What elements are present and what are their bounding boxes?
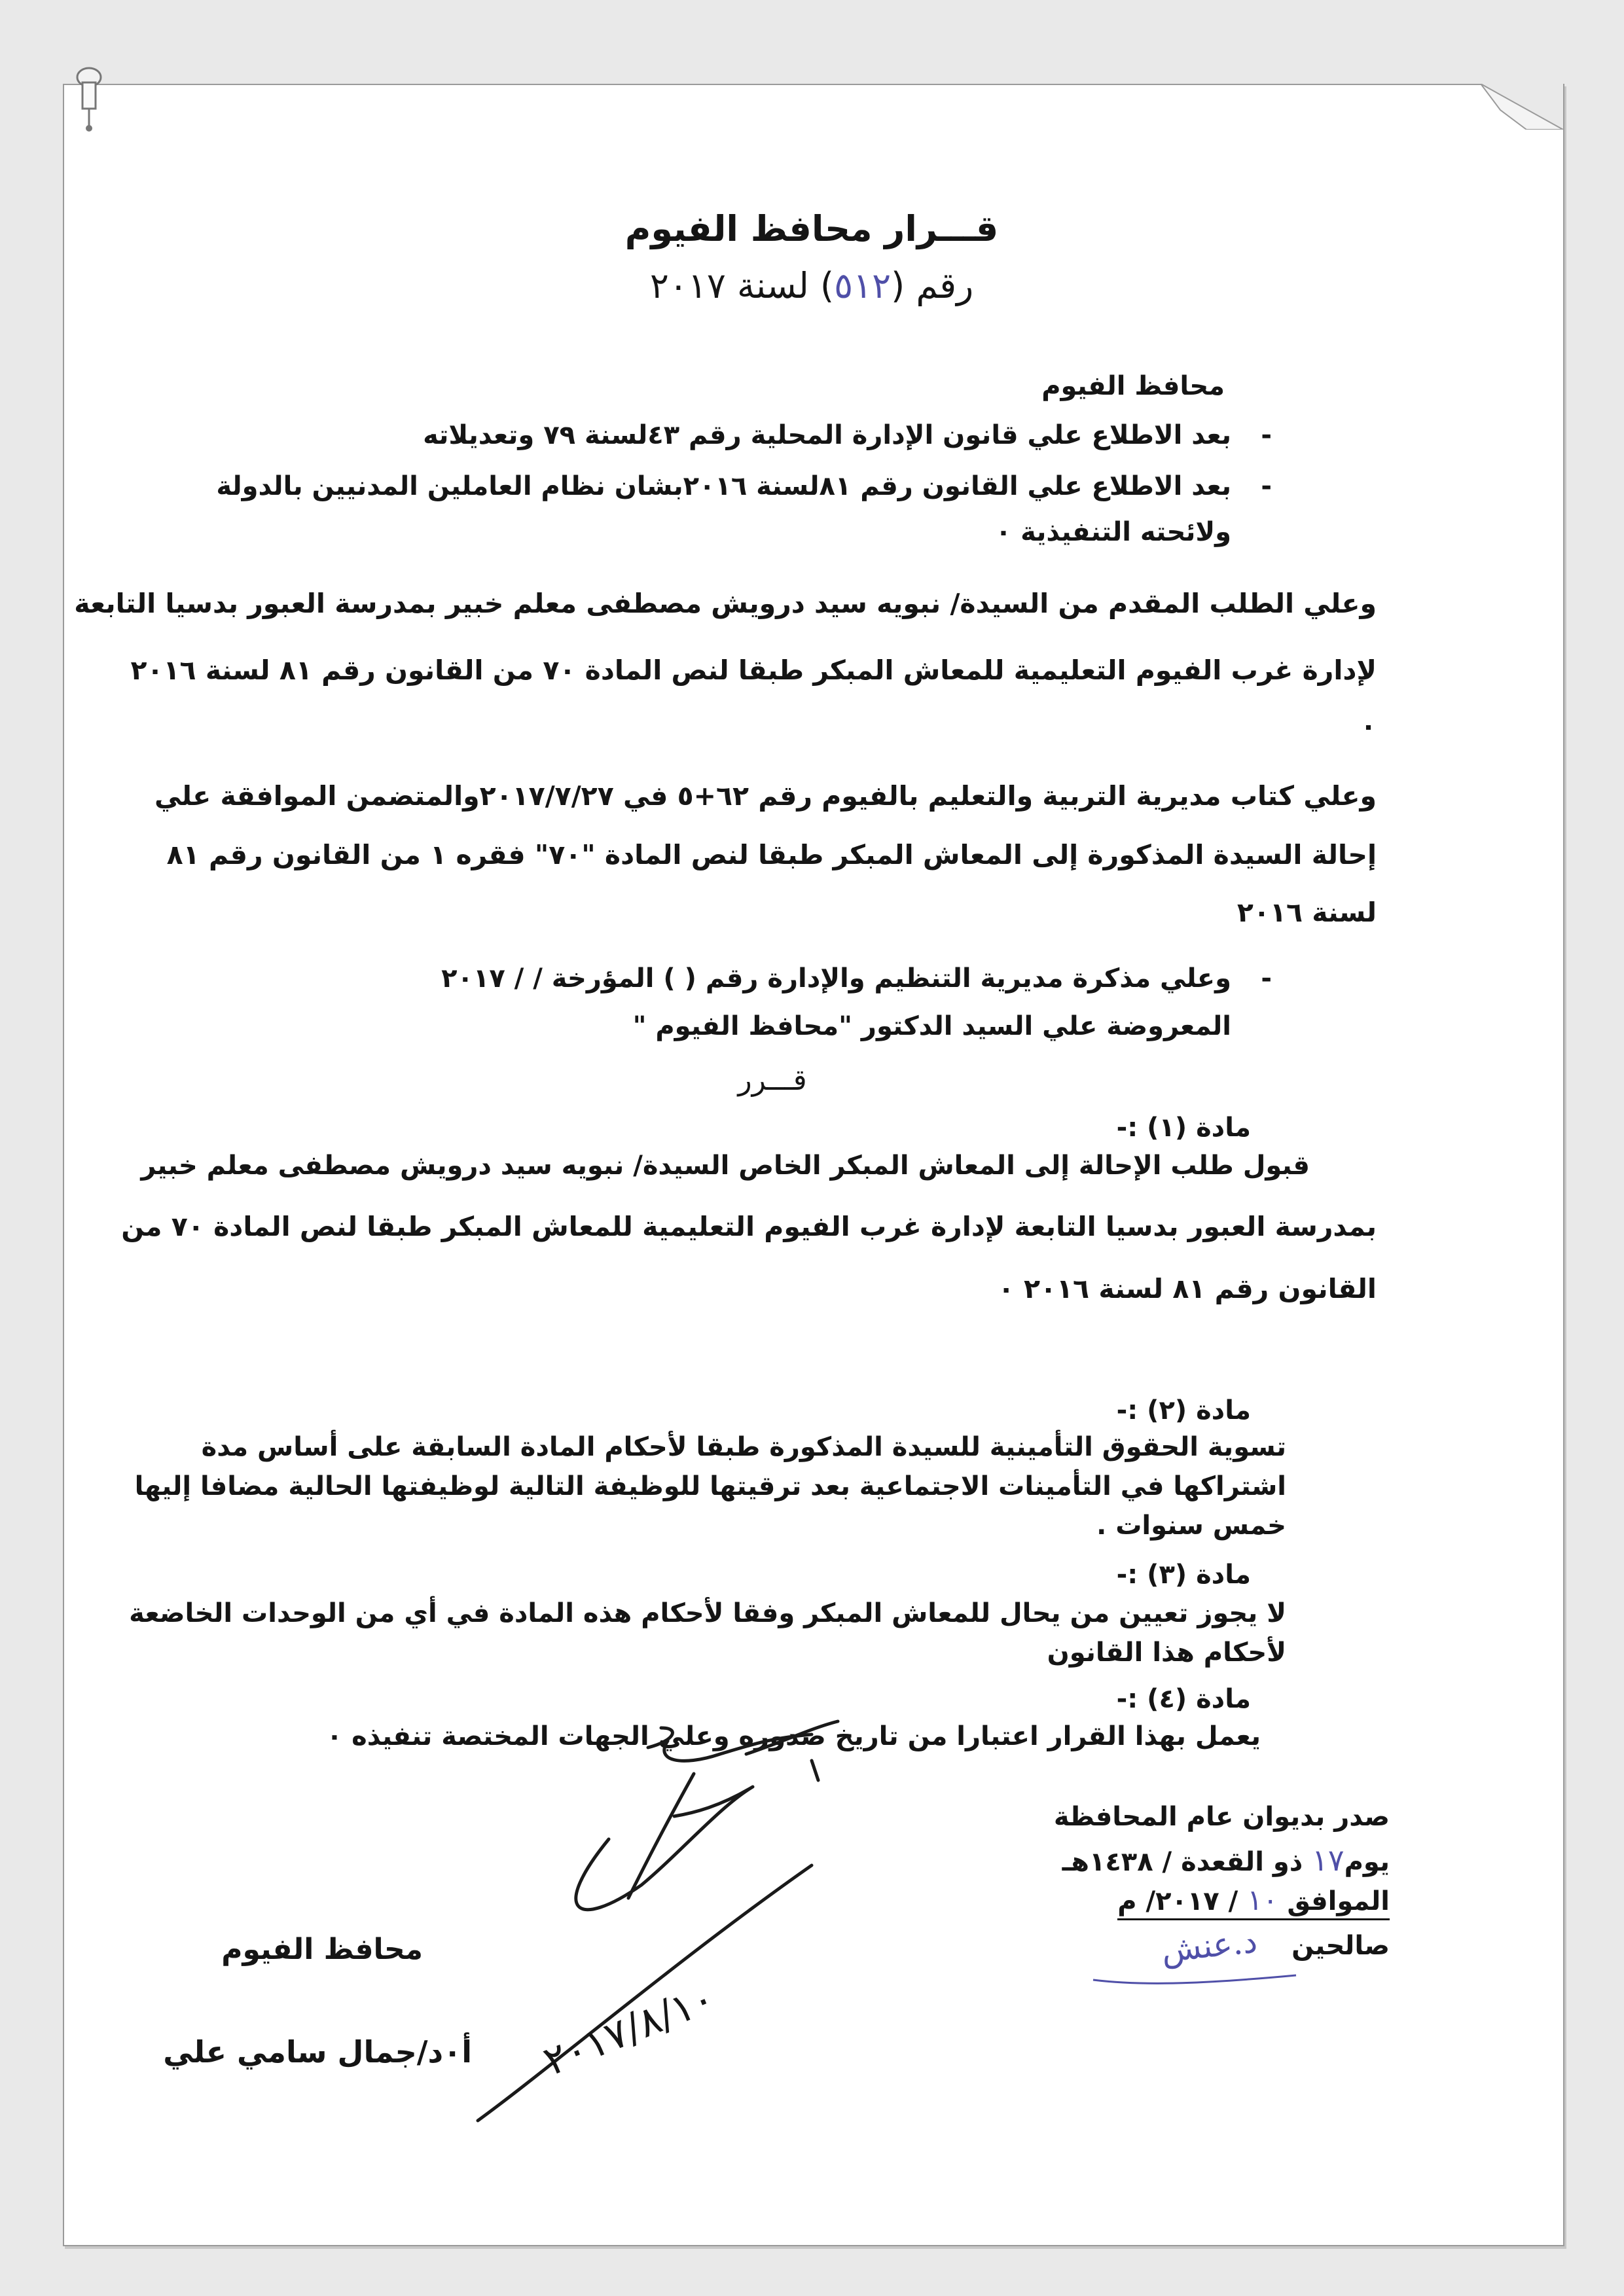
article-2-line-1: تسوية الحقوق التأمينية للسيدة المذكورة طبقا لأحكام المادة السابقة على أساس مدة (201, 1432, 1286, 1462)
letter-line-2: إحالة السيدة المذكورة إلى المعاش المبكر طبقا لنص المادة "٧٠" فقره ١ من القانون رقم ٨١ (166, 839, 1377, 870)
signatory-name: أ٠د/جمال سامي علي (163, 2034, 472, 2070)
article-1-label: مادة (١) :- (1116, 1113, 1251, 1143)
preamble-bullet-1: - بعد الاطلاع علي قانون الإدارة المحلية رقم ٤٣لسنة ٧٩ وتعديلاته (423, 420, 1231, 450)
issuance-handwritten-note: د.عنش (1159, 1922, 1259, 1970)
folded-corner (1481, 84, 1563, 130)
article-3-line-1: لا يجوز تعيين من يحال للمعاش المبكر وفقا لأحكام هذه المادة في أي من الوحدات الخاضعة (129, 1598, 1286, 1628)
preamble-heading: محافظ الفيوم (1041, 371, 1225, 401)
article-2-line-2: اشتراكها في التأمينات الاجتماعية بعد ترقيتها للوظيفة التالية لوظيفتها الحالية مضافا إليها (134, 1471, 1286, 1501)
preamble-bullet-2-continued: ولائحته التنفيذية ٠ (995, 517, 1231, 547)
article-2-line-3: خمس سنوات . (1096, 1511, 1286, 1541)
article-4-line-1: يعمل بهذا القرار اعتبارا من تاريخ صدوره وعلي الجهات المختصة تنفيذه ٠ (326, 1721, 1261, 1751)
article-3-label: مادة (٣) :- (1116, 1560, 1251, 1590)
issuance-line-1: صدر بديوان عام المحافظة (1053, 1802, 1390, 1832)
decision-word: قـــرر (738, 1064, 807, 1097)
preamble-bullet-2: - بعد الاطلاع علي القانون رقم ٨١لسنة ٢٠١٦بشان نظام العاملين المدنيين بالدولة (216, 471, 1231, 501)
article-1-line-3: القانون رقم ٨١ لسنة ٢٠١٦ ٠ (998, 1273, 1377, 1304)
article-2-label: مادة (٢) :- (1116, 1395, 1251, 1426)
article-1-line-2: بمدرسة العبور بدسيا التابعة لإدارة غرب الفيوم التعليمية للمعاش المبكر طبقا لنص المادة ٧٠ من (121, 1211, 1377, 1242)
signature-handwritten-date: ٢٠١٧/٨/١٠ (537, 1973, 722, 2085)
handwritten-underline (1087, 1918, 1303, 1990)
memo-line-2: المعروضة علي السيد الدكتور "محافظ الفيوم " (632, 1011, 1231, 1041)
issuance-greg-line (1117, 1884, 1390, 1920)
article-1-line-1: قبول طلب الإحالة إلى المعاش المبكر الخاص السيدة/ نبويه سيد درويش مصطفى معلم خبير (141, 1151, 1310, 1181)
request-line-2: لإدارة غرب الفيوم التعليمية للمعاش المبكر طبقا لنص المادة ٧٠ من القانون رقم ٨١ لسنة ٢٠١٦ (130, 655, 1377, 686)
signatory-title: محافظ الفيوم (221, 1933, 423, 1966)
letter-line-1: وعلي كتاب مديرية التربية والتعليم بالفيوم رقم ٦٢+٥ في ٢٠١٧/٧/٢٧والمتضمن الموافقة علي (154, 780, 1377, 812)
article-3-line-2: لأحكام هذا القانون (1047, 1638, 1286, 1668)
issuance-greg-label: الموافق (1287, 1886, 1390, 1916)
decree-title: قـــرار محافظ الفيوم (624, 208, 999, 249)
memo-line-1: - وعلي مذكرة مديرية التنظيم والإدارة رقم ( ) المؤرخة / / ٢٠١٧ (441, 963, 1231, 994)
article-4-label: مادة (٤) :- (1116, 1684, 1251, 1714)
decree-number-suffix: ) لسنة ٢٠١٧ (649, 265, 835, 306)
issuance-hijri: ذو القعدة / ١٤٣٨هـ (1062, 1847, 1303, 1877)
decree-number-handwritten: ٥١٢ (834, 265, 892, 306)
pin-icon (68, 63, 107, 135)
decree-number (458, 265, 1165, 306)
request-line-3: ٠ (1360, 710, 1377, 742)
issuance-day-line (1062, 1842, 1390, 1878)
decree-number-prefix: رقم ( (891, 265, 974, 306)
issuance-greg-rest: / ٢٠١٧/ م (1117, 1886, 1238, 1916)
issuance-last: صالحين (1291, 1931, 1390, 1961)
issuance-day-label: يوم (1344, 1847, 1390, 1877)
letter-line-3: لسنة ٢٠١٦ (1236, 897, 1377, 928)
issuance-greg-day-handwritten: ١٠ (1247, 1884, 1278, 1917)
issuance-day-handwritten: ١٧ (1312, 1842, 1344, 1878)
request-line-1: وعلي الطلب المقدم من السيدة/ نبويه سيد درويش مصطفى معلم خبير بمدرسة العبور بدسيا التابعة (74, 588, 1377, 619)
handwritten-signature (445, 1702, 890, 2147)
